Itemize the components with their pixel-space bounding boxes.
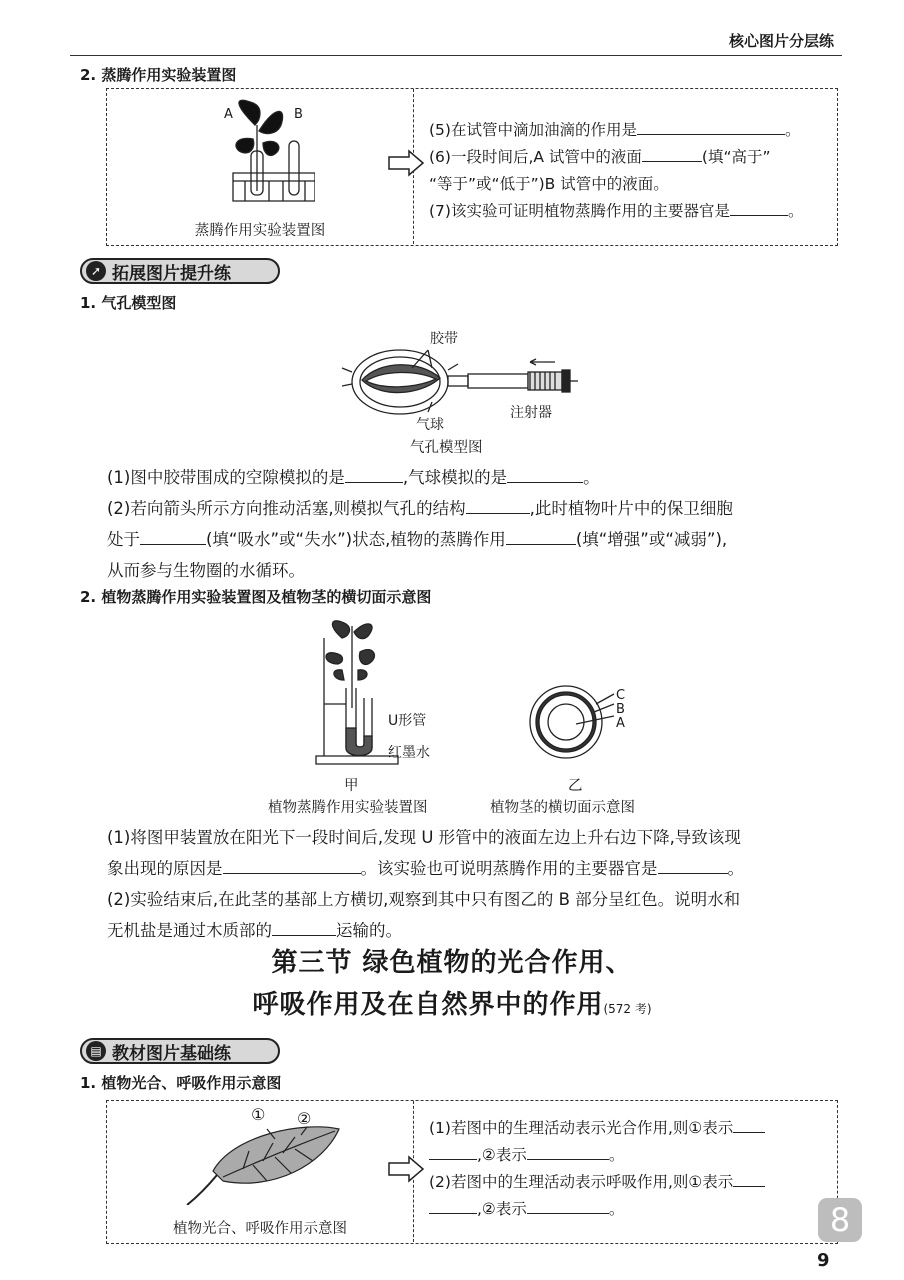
b2-q2-text: (2)若向箭头所示方向推动活塞,则模拟气孔的结构 (107, 499, 466, 518)
b3-q1-period: 。 (727, 859, 744, 878)
b2-q2-blank1[interactable] (466, 499, 530, 514)
b3-q2-blank[interactable] (272, 921, 336, 936)
block1-title: 2. 蒸腾作用实验装置图 (80, 66, 237, 84)
section-note: (572 考) (603, 1002, 652, 1016)
b2-q2-text3: 处于 (107, 530, 140, 549)
b2-q2-text2: ,此时植物叶片中的保卫细胞 (529, 499, 733, 518)
label-a-stem: A (616, 716, 625, 731)
label-balloon: 气球 (416, 417, 444, 433)
b3-q1-text3: 。该实验也可说明蒸腾作用的主要器官是 (360, 859, 658, 878)
block2-questions (107, 462, 847, 586)
b4-q1-blank2[interactable] (527, 1145, 609, 1160)
q7-period: 。 (787, 202, 804, 220)
mark-1: ① (251, 1105, 266, 1124)
q6-text-cont: “等于”或“低于”)B 试管中的液面。 (429, 175, 669, 193)
b2-q1-blank1[interactable] (345, 468, 403, 483)
b2-q1-text: (1)图中胶带围成的空隙模拟的是 (107, 468, 345, 487)
caption-jia: 植物蒸腾作用实验装置图 (268, 800, 428, 816)
b3-q1-text2: 象出现的原因是 (107, 859, 223, 878)
arrow-right-icon (387, 1155, 427, 1183)
badge1-label: 拓展图片提升练 (112, 263, 231, 284)
label-syringe: 注射器 (510, 405, 552, 421)
block1-box (106, 88, 838, 246)
b2-q2-blank3[interactable] (506, 530, 576, 545)
label-tape: 胶带 (430, 331, 458, 347)
q6-text: (6)一段时间后,A 试管中的液面 (429, 148, 642, 166)
block2-title: 1. 气孔模型图 (80, 294, 177, 312)
label-b-stem: B (616, 702, 625, 717)
section-heading-line2 (0, 984, 904, 1021)
b4-q1-period: 。 (608, 1146, 625, 1164)
block3-questions (107, 822, 847, 946)
page-badge[interactable]: 8 (818, 1198, 862, 1242)
b2-q1-text2: ,气球模拟的是 (402, 468, 508, 487)
badge2-label: 教材图片基础练 (112, 1043, 231, 1064)
b2-q2-text4: (填“吸水”或“失水”)状态,植物的蒸腾作用 (206, 530, 506, 549)
block4-title: 1. 植物光合、呼吸作用示意图 (80, 1074, 282, 1092)
b3-q1-blank1[interactable] (223, 859, 361, 874)
b2-q1-blank2[interactable] (507, 468, 583, 483)
q7-blank[interactable] (730, 201, 788, 216)
label-c: C (616, 688, 626, 703)
q6-hint: (填“高于” (701, 148, 771, 166)
block3-title: 2. 植物蒸腾作用实验装置图及植物茎的横切面示意图 (80, 588, 432, 606)
q7-text: (7)该实验可证明植物蒸腾作用的主要器官是 (429, 202, 730, 220)
b3-q1-blank2[interactable] (658, 859, 728, 874)
b2-q2-blank2[interactable] (140, 530, 206, 545)
b4-q1-blank1-cont[interactable] (429, 1145, 477, 1160)
label-b: B (294, 107, 303, 122)
leaf-figure (183, 1115, 353, 1205)
label-red-ink: 红墨水 (388, 745, 430, 761)
q5-period: 。 (784, 121, 801, 139)
b4-q1-text2: ,②表示 (477, 1146, 527, 1164)
badge-textbook-basics (80, 1038, 280, 1064)
q5-text: (5)在试管中滴加油滴的作用是 (429, 121, 637, 139)
arrow-up-icon: ➚ (86, 261, 106, 281)
b4-q2-text: (2)若图中的生理活动表示呼吸作用,则①表示 (429, 1173, 734, 1191)
label-jia: 甲 (344, 778, 359, 794)
b3-q2-text: (2)实验结束后,在此茎的基部上方横切,观察到其中只有图乙的 B 部分呈红色。说明水和 (107, 890, 741, 909)
b2-q2-text6: 从而参与生物圈的水循环。 (107, 561, 305, 580)
arrow-right-icon (387, 149, 427, 177)
block4-box (106, 1100, 838, 1244)
b3-q1-text: (1)将图甲装置放在阳光下一段时间后,发现 U 形管中的液面左边上升右边下降,导致该现 (107, 828, 741, 847)
book-icon: ▤ (86, 1041, 106, 1061)
header-rule (70, 55, 842, 56)
b4-q2-blank1-cont[interactable] (429, 1199, 477, 1214)
label-u-tube: U形管 (388, 713, 427, 729)
stem-cross-section-figure (524, 682, 624, 762)
section-heading-line1: 第三节 绿色植物的光合作用、 (271, 948, 633, 978)
q5-blank[interactable] (637, 120, 785, 135)
page-header-title: 核心图片分层练 (728, 32, 834, 50)
mark-2: ② (297, 1109, 312, 1128)
b3-q2-text2: 无机盐是通过木质部的 (107, 921, 272, 940)
label-yi: 乙 (568, 778, 583, 794)
b3-q2-text3: 运输的。 (336, 921, 402, 940)
b4-q2-blank2[interactable] (527, 1199, 609, 1214)
block4-questions (429, 1115, 831, 1223)
b4-q1-text: (1)若图中的生理活动表示光合作用,则①表示 (429, 1119, 734, 1137)
b4-q2-blank1[interactable] (733, 1172, 765, 1187)
block1-questions (429, 117, 831, 225)
q6-blank[interactable] (642, 147, 702, 162)
b2-q2-text5: (填“增强”或“减弱”), (575, 530, 728, 549)
block2-caption: 气孔模型图 (410, 440, 483, 456)
caption-yi: 植物茎的横切面示意图 (490, 800, 635, 816)
b4-q1-blank1[interactable] (733, 1118, 765, 1133)
b4-q2-period: 。 (608, 1200, 625, 1218)
badge-extended-practice (80, 258, 280, 284)
b2-q1-period: 。 (583, 468, 600, 487)
section-heading-text: 呼吸作用及在自然界中的作用 (252, 990, 604, 1020)
page-number: 9 (817, 1250, 830, 1271)
stomata-model-figure (340, 340, 590, 430)
label-a: A (224, 107, 233, 122)
block1-caption: 蒸腾作用实验装置图 (194, 223, 326, 239)
block4-caption: 植物光合、呼吸作用示意图 (173, 1221, 347, 1237)
b4-q2-text2: ,②表示 (477, 1200, 527, 1218)
